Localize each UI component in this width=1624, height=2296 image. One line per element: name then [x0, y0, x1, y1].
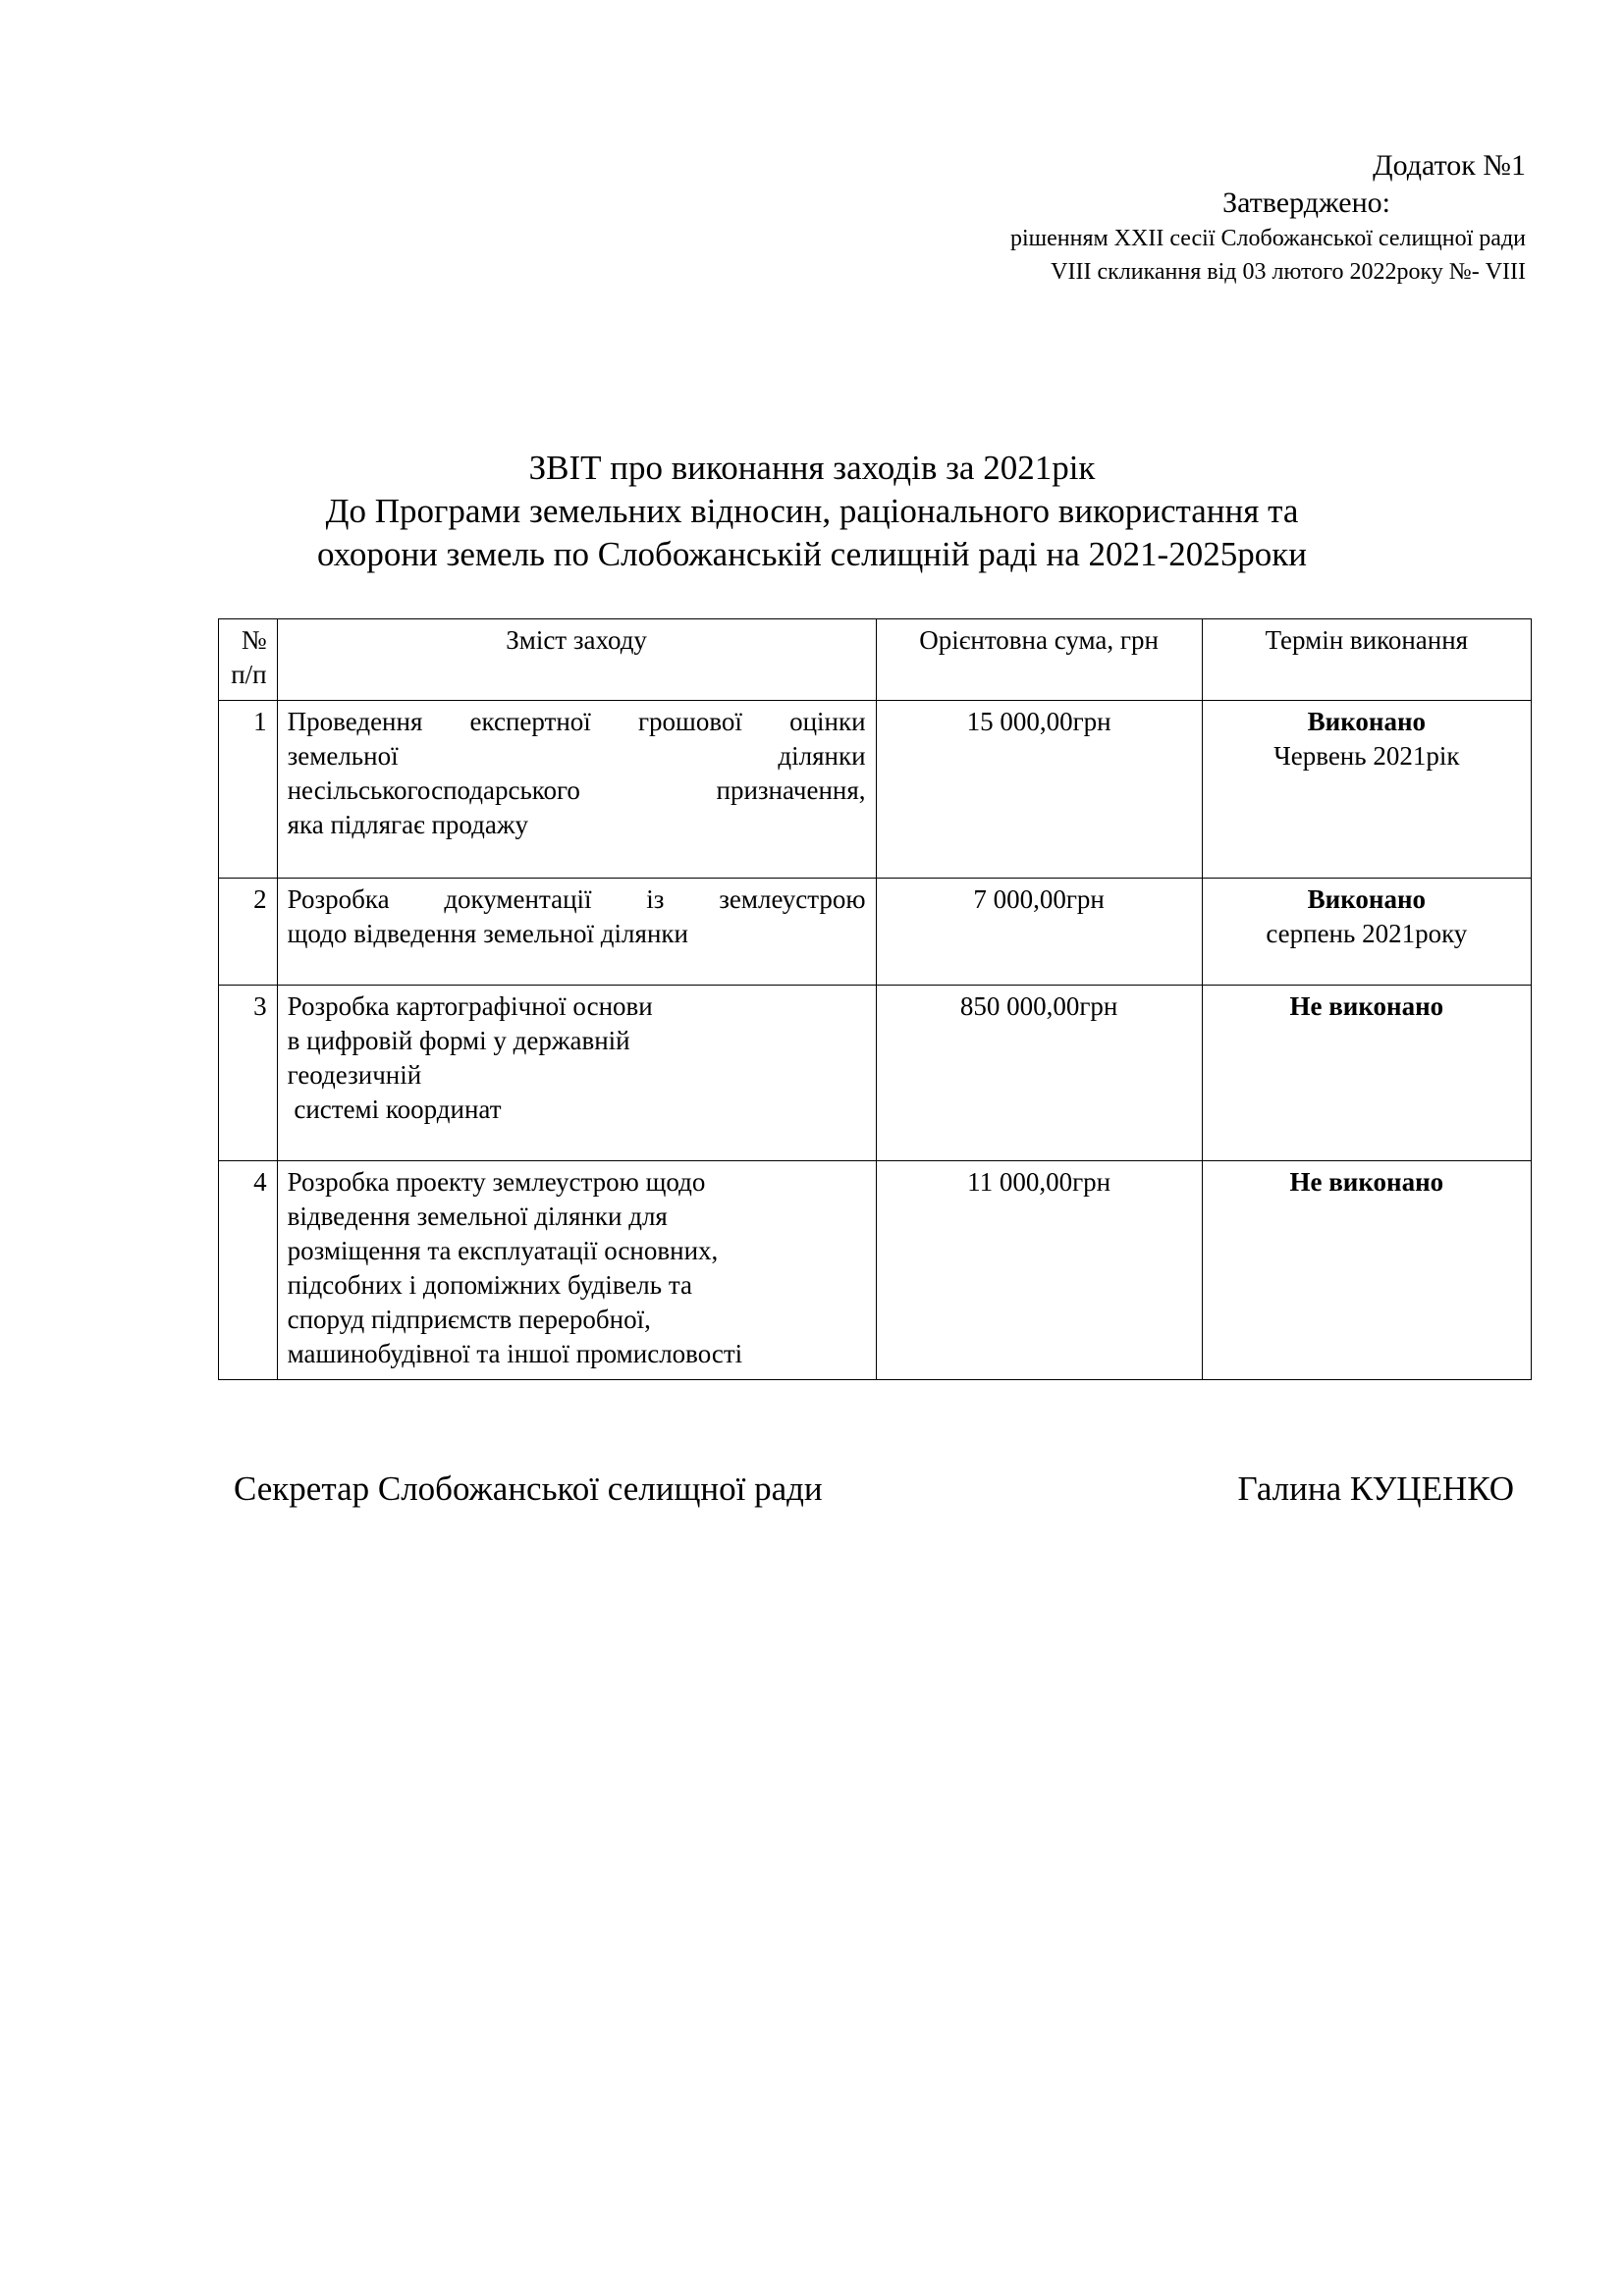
completion-date: серпень 2021року [1266, 919, 1468, 948]
report-title [0, 447, 1624, 576]
row-sum: 11 000,00грн [876, 1161, 1202, 1380]
signature-block [234, 1468, 1514, 1511]
row-number: 1 [219, 701, 278, 879]
row-number: 4 [219, 1161, 278, 1380]
status-label: Виконано [1307, 707, 1427, 736]
content-line: геодезичній [287, 1060, 422, 1090]
content-line: Розробка проекту землеустрою щодо [287, 1167, 706, 1197]
table-row [219, 879, 1532, 986]
content-line: машинобудівної та іншої промисловості [287, 1339, 743, 1368]
content-line: в цифровій формі у державній [287, 1026, 630, 1055]
header-content: Зміст заходу [277, 619, 876, 701]
content-line: яка підлягає продажу [287, 810, 528, 839]
row-sum: 15 000,00грн [876, 701, 1202, 879]
row-content [277, 701, 876, 879]
status-label: Не виконано [1289, 991, 1444, 1021]
header-num-line-1: № [241, 625, 267, 655]
header-num-line-2: п/п [231, 660, 267, 689]
annex-number: Додаток №1 [1373, 149, 1526, 182]
content-line: Проведення експертної грошової оцінки [287, 707, 866, 736]
table-header-row [219, 619, 1532, 701]
header-num [219, 619, 278, 701]
title-line-3: охорони земель по Слобожанській селищній раді на 2021-2025роки [317, 535, 1307, 573]
row-term [1202, 1161, 1531, 1380]
content-line: підсобних і допоміжних будівель та [287, 1270, 692, 1300]
content-line: несільськогосподарського призначення, [287, 775, 866, 805]
row-sum: 850 000,00грн [876, 986, 1202, 1161]
row-term [1202, 986, 1531, 1161]
content-line: Розробка документації із землеустрою [287, 884, 866, 914]
header-term: Термін виконання [1202, 619, 1531, 701]
content-line: земельної ділянки [287, 741, 866, 771]
measures-table [218, 618, 1532, 1380]
approval-block [1010, 147, 1526, 289]
status-label: Виконано [1307, 884, 1427, 914]
row-content [277, 1161, 876, 1380]
completion-date: Червень 2021рік [1273, 741, 1460, 771]
row-sum: 7 000,00грн [876, 879, 1202, 986]
content-line: щодо відведення земельної ділянки [287, 919, 688, 948]
row-term [1202, 701, 1531, 879]
row-content [277, 986, 876, 1161]
row-content [277, 879, 876, 986]
decision-line-2: VIII скликання від 03 лютого 2022року №- VIII [1051, 259, 1526, 285]
signatory-position: Секретар Слобожанської селищної ради [234, 1469, 823, 1508]
title-line-2: До Програми земельних відносин, раціонального використання та [325, 492, 1299, 530]
content-line: відведення земельної ділянки для [287, 1201, 668, 1231]
content-line: системі координат [287, 1095, 502, 1124]
content-line: розміщення та експлуатації основних, [287, 1236, 719, 1265]
approved-label: Затверджено: [1222, 187, 1390, 219]
table-row [219, 986, 1532, 1161]
decision-line-1: рішенням XXII сесії Слобожанської селищної ради [1009, 226, 1526, 251]
status-label: Не виконано [1289, 1167, 1444, 1197]
header-sum: Орієнтовна сума, грн [876, 619, 1202, 701]
content-line: Розробка картографічної основи [287, 991, 653, 1021]
table-row [219, 1161, 1532, 1380]
table-row [219, 701, 1532, 879]
row-number: 3 [219, 986, 278, 1161]
signatory-name: Галина КУЦЕНКО [1237, 1469, 1514, 1508]
row-term [1202, 879, 1531, 986]
content-line: споруд підприємств переробної, [287, 1305, 651, 1334]
title-line-1: ЗВІТ про виконання заходів за 2021рік [528, 449, 1096, 487]
row-number: 2 [219, 879, 278, 986]
